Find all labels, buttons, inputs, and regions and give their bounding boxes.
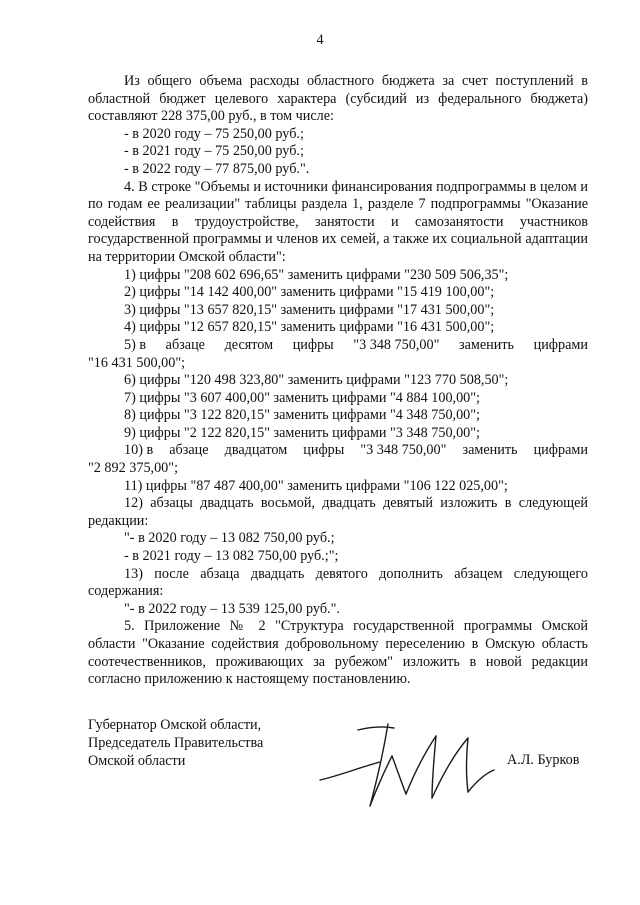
list-item: 3) цифры "13 657 820,15" заменить цифрами "17 431 500,00"; xyxy=(124,301,495,318)
list-item: - в 2022 году – 77 875,00 руб.". xyxy=(124,160,310,177)
word: "3 348 750,00" xyxy=(360,442,447,459)
list-item: 8) цифры "3 122 820,15" заменить цифрами "4 348 750,00"; xyxy=(124,407,481,424)
signatory-name: А.Л. Бурков xyxy=(507,752,580,768)
list-item-5-first-line xyxy=(88,337,588,355)
word: двадцатом xyxy=(224,442,288,459)
page-number: 4 xyxy=(316,32,324,48)
word: 10) в xyxy=(124,442,154,459)
list-item: "- в 2020 году – 13 082 750,00 руб.; xyxy=(124,530,335,547)
list-item: 13) после абзаца двадцать девятого дополнить абзацем следующего содержания: xyxy=(88,565,588,600)
list-item-5-continuation: "16 431 500,00"; xyxy=(88,354,186,371)
signatory-title-line: Председатель Правительства xyxy=(88,735,264,751)
word: цифры xyxy=(292,336,334,353)
list-item-10-continuation: "2 892 375,00"; xyxy=(88,460,179,477)
list-item: 12) абзацы двадцать восьмой, двадцать девятый изложить в следующей редакции: xyxy=(88,495,588,529)
word: "3 348 750,00" xyxy=(353,336,440,353)
signatory-title xyxy=(88,716,263,770)
list-item: 4) цифры "12 657 820,15" заменить цифрами "16 431 500,00"; xyxy=(124,319,495,336)
handwritten-signature xyxy=(318,718,498,814)
word: абзаце xyxy=(165,336,205,353)
word: заменить xyxy=(462,442,518,459)
list-item: "- в 2022 году – 13 539 125,00 руб.". xyxy=(124,600,340,617)
paragraph-item-4: 4. В строке "Объемы и источники финансирования подпрограммы в целом и по годам ее реализации" таблицы раздела 1, разделе 7 подпрограммы "Оказание содействия в трудоустройстве, занятости и самозанятости участников государственной программы и членов их семей, а также их социальной адаптации на территории Омской области": xyxy=(88,178,588,265)
word: цифрами xyxy=(533,442,588,459)
word: десятом xyxy=(224,336,274,353)
word: цифры xyxy=(303,442,345,459)
word: цифрами xyxy=(533,336,588,353)
document-body xyxy=(88,73,588,689)
word: заменить xyxy=(458,336,515,353)
paragraph-budget-total: Из общего объема расходы областного бюджета за счет поступлений в областной бюджет целевого характера (субсидий из федерального бюджета) составляют 228 375,00 руб., в том числе: xyxy=(88,73,588,125)
list-item: 7) цифры "3 607 400,00" заменить цифрами "4 884 100,00"; xyxy=(124,389,481,406)
signatory-title-line: Губернатор Омской области, xyxy=(88,717,262,733)
list-item: - в 2021 году – 75 250,00 руб.; xyxy=(124,143,304,160)
word: 5) в xyxy=(124,336,147,353)
paragraph-item-5: 5. Приложение № 2 "Структура государственной программы Омской области "Оказание содействия добровольному переселению в Омскую область соотечественников, проживающих за рубежом" изложить в новой редакции согласно приложению к настоящему постановлению. xyxy=(88,618,588,688)
list-item-10-first-line xyxy=(88,442,588,460)
list-item: 1) цифры "208 602 696,65" заменить цифрами "230 509 506,35"; xyxy=(124,266,509,283)
list-item: - в 2021 году – 13 082 750,00 руб.;"; xyxy=(124,548,339,565)
list-item: 9) цифры "2 122 820,15" заменить цифрами "3 348 750,00"; xyxy=(124,424,481,441)
list-item: 11) цифры "87 487 400,00" заменить цифрами "106 122 025,00"; xyxy=(124,477,508,494)
list-item: 2) цифры "14 142 400,00" заменить цифрами "15 419 100,00"; xyxy=(124,284,495,301)
list-item: 6) цифры "120 498 323,80" заменить цифрами "123 770 508,50"; xyxy=(124,372,509,389)
list-item: - в 2020 году – 75 250,00 руб.; xyxy=(124,125,304,142)
signatory-title-line: Омской области xyxy=(88,753,186,769)
word: абзаце xyxy=(169,442,209,459)
